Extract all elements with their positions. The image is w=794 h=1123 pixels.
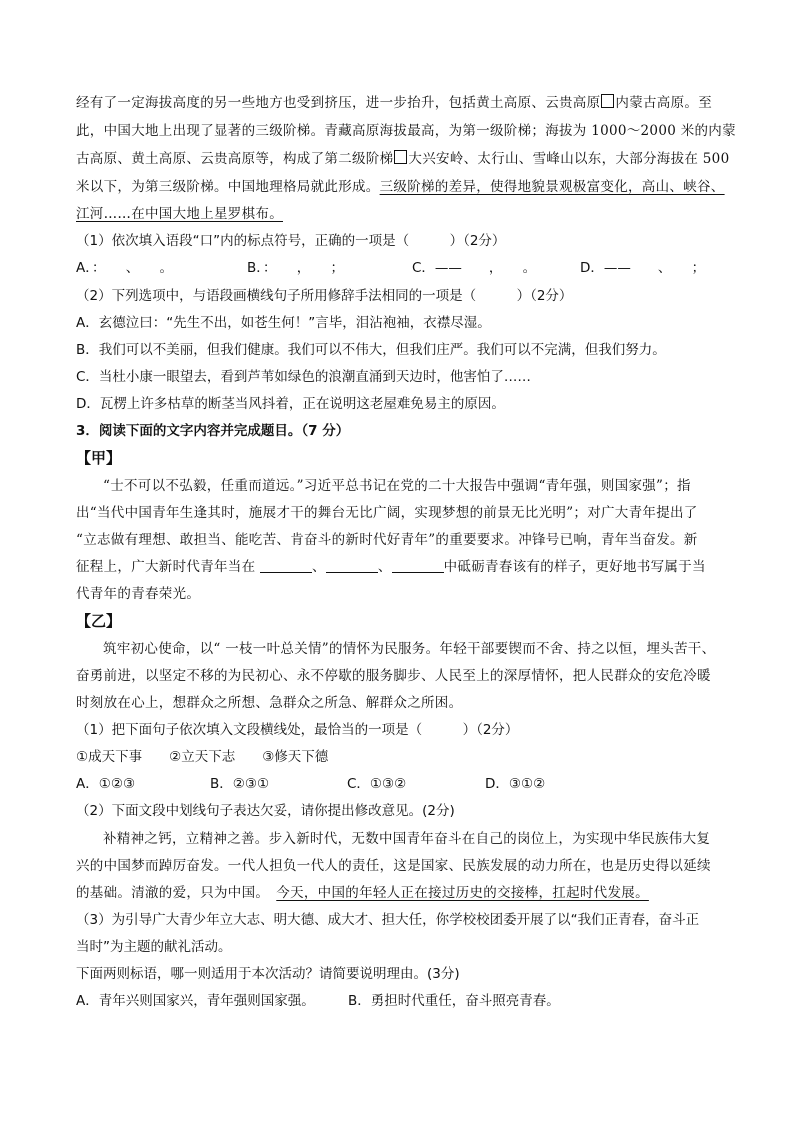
passage-text: 古高原、黄土高原、云贵高原等，构成了第二级阶梯 (76, 151, 394, 167)
s2-line-3 (76, 883, 649, 903)
underlined-sentence: 江河……在中国大地上星罗棋布。 (76, 206, 283, 222)
q1-option-d: D．—— 、 ； (580, 260, 706, 276)
fill-blank-3 (392, 558, 444, 573)
passage-line-2: 此，中国大地上出现了显著的三级阶梯。青藏高原海拔最高，为第一级阶梯；海拔为 1000～2000 米的内蒙 (76, 123, 736, 139)
q2-option-c: C．当杜小康一眼望去，看到芦苇如绿色的浪潮直涌到天边时，他害怕了…… (76, 369, 531, 385)
s1-option-d: D．③①② (485, 776, 546, 792)
passage-text: 米以下，为第三级阶梯。中国地理格局就此形成。 (76, 179, 380, 195)
q1-option-a: A．： 、 。 (76, 260, 173, 276)
jia-line-5: 代青年的青春荣光。 (76, 586, 201, 602)
s1-option-c: C．①③② (347, 776, 407, 792)
sub-question-3-line-1: （3）为引导广大青少年立大志、明大德、成大才、担大任，你学校校团委开展了以“我们正青春，奋斗正 (76, 912, 700, 928)
section-yi-label: 【乙】 (76, 612, 122, 630)
question-1-stem: （1）依次填入语段“口”内的标点符号，正确的一项是（ ）（2分） (76, 233, 506, 249)
question-2-stem: （2）下列选项中，与语段画横线句子所用修辞手法相同的一项是（ ）（2分） (76, 288, 573, 304)
q1-option-b: B．： ， ； (247, 260, 345, 276)
underlined-sentence: 三级阶梯的差异，使得地貌景观极富变化，高山、峡谷、 (379, 179, 725, 195)
s3-option-b: B．勇担时代重任，奋斗照亮青春。 (348, 993, 560, 1009)
jia-text: 中砥砺青春该有的样子，更好地书写属于当 (443, 559, 706, 575)
passage-line-3 (76, 149, 729, 169)
separator: 、 (377, 559, 392, 575)
yi-line-3: 时刻放在心上，想群众之所想、急群众之所急、解群众之所困。 (76, 695, 463, 711)
question-3-title: 3．阅读下面的文字内容并完成题目。（7 分） (76, 423, 350, 439)
q2-option-a: A．玄德泣曰：“先生不出，如苍生何！”言毕，泪沾袍袖，衣襟尽湿。 (76, 315, 491, 331)
underlined-sentence: 今天，中国的年轻人正在接过历史的交接棒，扛起时代发展。 (276, 885, 649, 901)
jia-line-1: “士不可以不弘毅，任重而道远。”习近平总书记在党的二十大报告中强调“青年强，则国家强”；指 (103, 478, 691, 494)
q2-option-d: D．瓦楞上许多枯草的断茎当风抖着，正在说明这老屋难免易主的原因。 (76, 396, 505, 412)
fill-blank-1 (260, 558, 312, 573)
s1-option-b: B．②③① (210, 776, 270, 792)
yi-line-1: 筑牢初心使命，以“ 一枝一叶总关情”的情怀为民服务。年轻干部要锲而不舍、持之以恒，埋头苦干、 (103, 641, 716, 657)
jia-line-2: 出“当代中国青年生逢其时，施展才干的舞台无比广阔，实现梦想的前景无比光明”；对广大青年提出了 (76, 505, 698, 521)
sub-question-1-items: ①成天下事 ②立天下志 ③修天下德 (76, 749, 329, 765)
s3-option-a: A．青年兴则国家兴，青年强则国家强。 (76, 993, 315, 1009)
s2-line-2: 兴的中国梦而踔厉奋发。一代人担负一代人的责任，这是国家、民族发展的动力所在，也是历史得以延续 (76, 858, 711, 874)
passage-text: 内蒙古高原。至 (615, 95, 713, 111)
jia-line-4 (76, 557, 706, 577)
punctuation-box (394, 150, 407, 164)
punctuation-box (601, 94, 614, 108)
sub-question-3-line-3: 下面两则标语，哪一则适用于本次活动？请简要说明理由。(3分) (76, 966, 460, 982)
section-jia-label: 【甲】 (76, 449, 122, 467)
sub-question-1-stem: （1）把下面句子依次填入文段横线处，最恰当的一项是（ ）（2分） (76, 722, 519, 738)
s1-option-a: A．①②③ (76, 776, 136, 792)
q2-option-b: B．我们可以不美丽，但我们健康。我们可以不伟大，但我们庄严。我们可以不完满，但我们努力。 (76, 342, 666, 358)
s2-text: 的基础。清澈的爱，只为中国。 (76, 885, 263, 901)
sub-question-2-stem: （2）下面文段中划线句子表达欠妥，请你提出修改意见。(2分) (76, 803, 455, 819)
jia-text: 征程上，广大新时代青年当在 (76, 559, 256, 575)
s2-line-1: 补精神之钙，立精神之善。步入新时代，无数中国青年奋斗在自己的岗位上，为实现中华民族伟大复 (103, 831, 711, 847)
passage-text: 大兴安岭、太行山、雪峰山以东，大部分海拔在 500 (408, 151, 730, 167)
yi-line-2: 奋勇前进，以坚定不移的为民初心、永不停歇的服务脚步、人民至上的深厚情怀，把人民群众的安危冷暖 (76, 668, 711, 684)
separator: 、 (312, 559, 326, 575)
passage-text: 经有了一定海拔高度的另一些地方也受到挤压，进一步抬升，包括黄土高原、云贵高原 (76, 95, 601, 111)
sub-question-3-line-2: 当时”为主题的献礼活动。 (76, 939, 232, 955)
fill-blank-2 (326, 558, 378, 573)
q1-option-c: C．—— ， 。 (412, 260, 537, 276)
jia-line-3: “立志做有理想、敢担当、能吃苦、肯奋斗的新时代好青年”的重要要求。冲锋号已响，青年当奋发。新 (76, 532, 698, 548)
passage-line-1 (76, 93, 712, 113)
passage-line-4 (76, 177, 725, 197)
